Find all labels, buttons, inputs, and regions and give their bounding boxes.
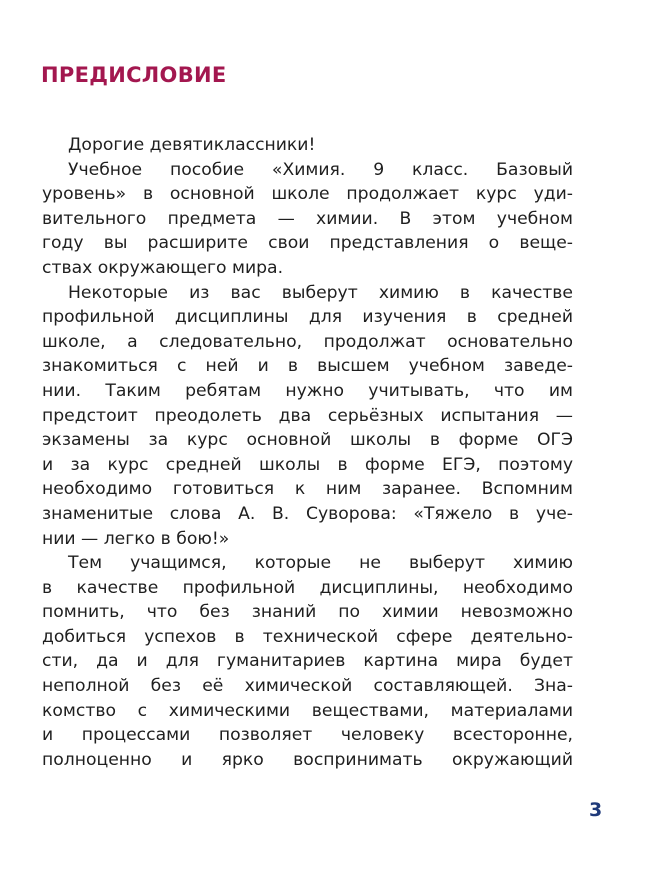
text-line: вительного предмета — химии. В этом учебном — [42, 208, 573, 229]
text-line: экзамены за курс основной школы в форме ОГЭ — [42, 430, 573, 451]
text-line: нии — легко в бою!» — [42, 528, 230, 549]
text-line: необходимо готовиться к ним заранее. Вспомним — [42, 479, 573, 500]
text-line: уровень» в основной школе продолжает курс уди- — [42, 184, 573, 205]
text-line: Учебное пособие «Химия. 9 класс. Базовый — [68, 159, 573, 180]
text-line: и за курс средней школы в форме ЕГЭ, поэтому — [42, 454, 573, 475]
text-line: добиться успехов в технической сфере деятельно- — [42, 626, 573, 647]
text-line: знакомиться с ней и в высшем учебном заведе- — [42, 356, 573, 377]
text-line: профильной дисциплины для изучения в средней — [42, 307, 573, 328]
text-line: и процессами позволяет человеку всесторонне, — [42, 725, 573, 746]
text-line: комство с химическими веществами, материалами — [42, 700, 573, 721]
text-line: в качестве профильной дисциплины, необходимо — [42, 577, 573, 598]
text-line: полноценно и ярко воспринимать окружающий — [42, 749, 573, 770]
section-title: ПРЕДИСЛОВИЕ — [41, 63, 227, 87]
text-line: нии. Таким ребятам нужно учитывать, что им — [42, 380, 573, 401]
text-line: знаменитые слова А. В. Суворова: «Тяжело в уче- — [42, 503, 573, 524]
text-line: предстоит преодолеть два серьёзных испытания — — [42, 405, 573, 426]
text-line: сти, да и для гуманитариев картина мира будет — [42, 651, 573, 672]
text-line: школе, а следовательно, продолжат основательно — [42, 331, 573, 352]
text-line: Дорогие девятиклассники! — [68, 135, 316, 155]
text-line: году вы расширите свои представления о веще- — [42, 233, 573, 254]
body-text — [42, 133, 573, 772]
text-line: Тем учащимся, которые не выберут химию — [68, 553, 573, 574]
text-line: ствах окружающего мира. — [42, 257, 284, 278]
page-number: 3 — [589, 799, 603, 821]
text-line: помнить, что без знаний по химии невозможно — [42, 602, 573, 623]
text-line: неполной без её химической составляющей. Зна- — [42, 676, 573, 697]
text-line: Некоторые из вас выберут химию в качестве — [68, 282, 573, 303]
